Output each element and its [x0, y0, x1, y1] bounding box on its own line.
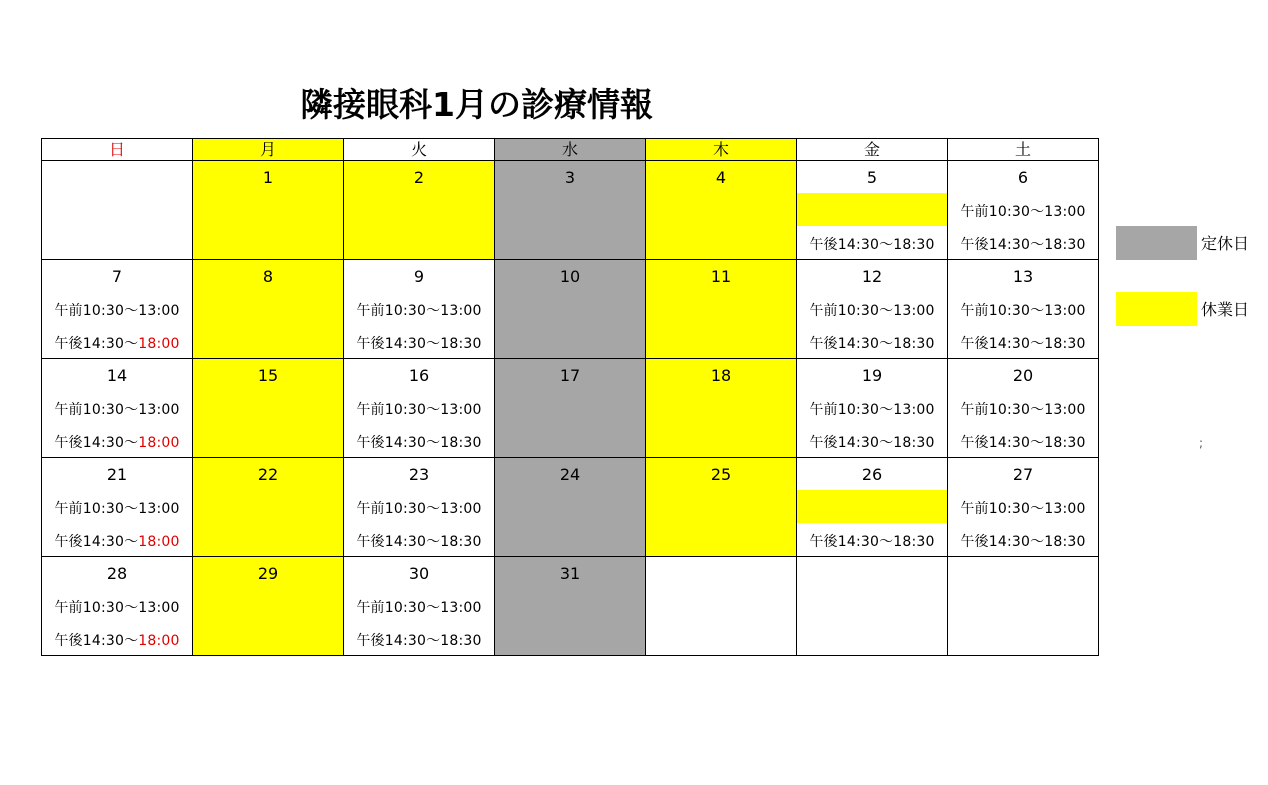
afternoon-hours-start: 午後14:30〜: [809, 237, 894, 253]
day-cell: [797, 260, 948, 359]
afternoon-hours: [344, 632, 494, 650]
morning-hours: 午前10:30〜13:00: [809, 303, 935, 319]
morning-hours: 午前10:30〜13:00: [54, 600, 180, 616]
day-number: 15: [257, 366, 279, 385]
day-number: 25: [710, 465, 732, 484]
morning-hours: 午前10:30〜13:00: [960, 303, 1086, 319]
day-number: 12: [861, 267, 883, 286]
afternoon-hours-end: 18:30: [440, 336, 482, 352]
day-cell: [797, 359, 948, 458]
afternoon-hours-end: 18:30: [1044, 435, 1086, 451]
afternoon-hours-end: 18:30: [1044, 237, 1086, 253]
afternoon-hours: [344, 335, 494, 353]
morning-hours: 午前10:30〜13:00: [960, 204, 1086, 220]
day-cell: [42, 458, 193, 557]
afternoon-hours: [344, 434, 494, 452]
day-number: 8: [262, 267, 274, 286]
morning-hours: 午前10:30〜13:00: [356, 402, 482, 418]
day-cell: [646, 557, 797, 656]
legend-label-regular-closed: 定休日: [1201, 234, 1250, 253]
morning-hours: 午前10:30〜13:00: [54, 303, 180, 319]
afternoon-hours-end: 18:00: [138, 534, 180, 550]
day-number: 13: [1012, 267, 1034, 286]
legend-label-holiday: 休業日: [1201, 300, 1250, 319]
morning-hours: 午前10:30〜13:00: [54, 501, 180, 517]
day-number: 22: [257, 465, 279, 484]
day-cell: [193, 161, 344, 260]
day-cell: [646, 161, 797, 260]
afternoon-hours-start: 午後14:30〜: [960, 435, 1045, 451]
afternoon-hours: [797, 236, 947, 254]
page-title: 隣接眼科1月の診療情報: [300, 85, 653, 124]
closed-morning-band: [797, 193, 947, 226]
afternoon-hours: [948, 434, 1098, 452]
legend-swatch-regular-closed: [1116, 226, 1197, 260]
legend-swatch-holiday: [1116, 292, 1197, 326]
day-number: 17: [559, 366, 581, 385]
weekday-header: 金: [797, 139, 948, 161]
day-number: 26: [861, 465, 883, 484]
morning-hours: 午前10:30〜13:00: [960, 402, 1086, 418]
weekday-header: 水: [495, 139, 646, 161]
weekday-header: 土: [948, 139, 1099, 161]
day-cell: [193, 359, 344, 458]
afternoon-hours-start: 午後14:30〜: [356, 336, 441, 352]
day-cell: [948, 458, 1099, 557]
morning-hours: 午前10:30〜13:00: [54, 402, 180, 418]
day-cell: [797, 458, 948, 557]
afternoon-hours: [42, 533, 192, 551]
afternoon-hours-end: 18:30: [893, 237, 935, 253]
afternoon-hours: [42, 632, 192, 650]
afternoon-hours-end: 18:30: [893, 336, 935, 352]
weekday-header: 日: [42, 139, 193, 161]
day-number: 11: [710, 267, 732, 286]
day-cell: [948, 161, 1099, 260]
afternoon-hours-start: 午後14:30〜: [54, 534, 139, 550]
afternoon-hours-start: 午後14:30〜: [809, 336, 894, 352]
day-cell: [344, 161, 495, 260]
day-number: 31: [559, 564, 581, 583]
day-number: 29: [257, 564, 279, 583]
day-cell: [193, 260, 344, 359]
day-cell: [797, 161, 948, 260]
day-number: 27: [1012, 465, 1034, 484]
day-number: 16: [408, 366, 430, 385]
afternoon-hours-start: 午後14:30〜: [960, 336, 1045, 352]
afternoon-hours-end: 18:30: [440, 534, 482, 550]
day-cell: [344, 260, 495, 359]
day-number: 4: [715, 168, 727, 187]
day-cell: [193, 458, 344, 557]
day-cell: [495, 557, 646, 656]
morning-hours: 午前10:30〜13:00: [356, 303, 482, 319]
afternoon-hours-start: 午後14:30〜: [356, 633, 441, 649]
afternoon-hours-end: 18:00: [138, 633, 180, 649]
afternoon-hours-end: 18:30: [1044, 336, 1086, 352]
stray-mark: ;: [1199, 436, 1204, 450]
day-number: 23: [408, 465, 430, 484]
morning-hours: 午前10:30〜13:00: [960, 501, 1086, 517]
afternoon-hours-end: 18:30: [893, 435, 935, 451]
afternoon-hours-end: 18:30: [1044, 534, 1086, 550]
day-cell: [797, 557, 948, 656]
afternoon-hours-start: 午後14:30〜: [809, 534, 894, 550]
calendar-grid: [41, 138, 1099, 656]
day-number: 18: [710, 366, 732, 385]
day-cell: [646, 260, 797, 359]
afternoon-hours: [948, 236, 1098, 254]
afternoon-hours-end: 18:30: [893, 534, 935, 550]
day-cell: [495, 260, 646, 359]
afternoon-hours-end: 18:00: [138, 435, 180, 451]
day-number: 14: [106, 366, 128, 385]
afternoon-hours-end: 18:00: [138, 336, 180, 352]
closed-morning-band: [797, 490, 947, 523]
day-cell: [948, 359, 1099, 458]
day-cell: [646, 359, 797, 458]
afternoon-hours-end: 18:30: [440, 633, 482, 649]
afternoon-hours-start: 午後14:30〜: [809, 435, 894, 451]
afternoon-hours: [797, 335, 947, 353]
day-cell: [42, 161, 193, 260]
afternoon-hours-start: 午後14:30〜: [356, 435, 441, 451]
afternoon-hours-start: 午後14:30〜: [960, 237, 1045, 253]
weekday-header: 木: [646, 139, 797, 161]
weekday-header: 月: [193, 139, 344, 161]
day-number: 19: [861, 366, 883, 385]
day-number: 2: [413, 168, 425, 187]
day-cell: [344, 359, 495, 458]
afternoon-hours-start: 午後14:30〜: [960, 534, 1045, 550]
day-number: 20: [1012, 366, 1034, 385]
afternoon-hours: [42, 434, 192, 452]
day-cell: [948, 260, 1099, 359]
day-number: 30: [408, 564, 430, 583]
afternoon-hours-end: 18:30: [440, 435, 482, 451]
day-cell: [344, 557, 495, 656]
afternoon-hours: [948, 533, 1098, 551]
day-cell: [344, 458, 495, 557]
day-number: 24: [559, 465, 581, 484]
day-number: 21: [106, 465, 128, 484]
day-number: 6: [1017, 168, 1029, 187]
day-cell: [42, 557, 193, 656]
afternoon-hours-start: 午後14:30〜: [54, 633, 139, 649]
day-number: 9: [413, 267, 425, 286]
afternoon-hours-start: 午後14:30〜: [54, 435, 139, 451]
day-cell: [495, 161, 646, 260]
day-number: 10: [559, 267, 581, 286]
afternoon-hours: [344, 533, 494, 551]
morning-hours: 午前10:30〜13:00: [356, 501, 482, 517]
afternoon-hours-start: 午後14:30〜: [54, 336, 139, 352]
day-cell: [495, 458, 646, 557]
day-number: 7: [111, 267, 123, 286]
morning-hours: 午前10:30〜13:00: [809, 402, 935, 418]
day-cell: [495, 359, 646, 458]
afternoon-hours: [797, 434, 947, 452]
day-number: 1: [262, 168, 274, 187]
afternoon-hours: [42, 335, 192, 353]
day-number: 3: [564, 168, 576, 187]
day-cell: [646, 458, 797, 557]
afternoon-hours: [797, 533, 947, 551]
day-number: 28: [106, 564, 128, 583]
day-number: 5: [866, 168, 878, 187]
afternoon-hours: [948, 335, 1098, 353]
day-cell: [42, 359, 193, 458]
afternoon-hours-start: 午後14:30〜: [356, 534, 441, 550]
day-cell: [193, 557, 344, 656]
weekday-header: 火: [344, 139, 495, 161]
day-cell: [948, 557, 1099, 656]
morning-hours: 午前10:30〜13:00: [356, 600, 482, 616]
day-cell: [42, 260, 193, 359]
